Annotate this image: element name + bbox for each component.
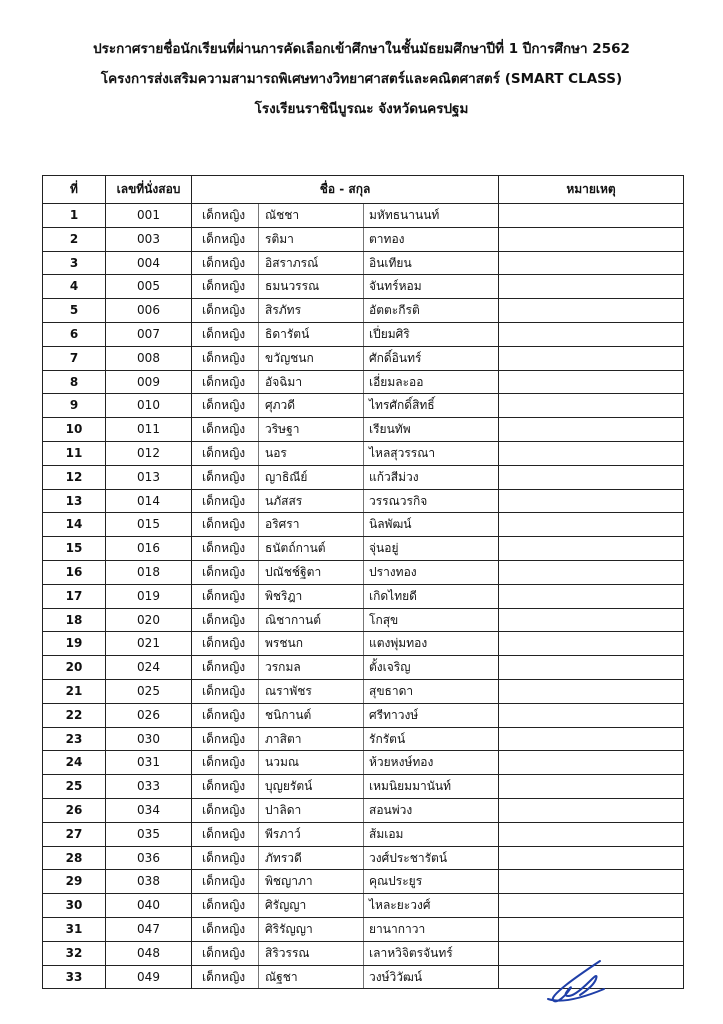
- seat-number: 036: [106, 846, 192, 870]
- student-list-table: [42, 175, 684, 989]
- first-name: ธิดารัตน์: [259, 322, 364, 346]
- seat-number: 016: [106, 537, 192, 561]
- remark-cell: [499, 299, 684, 323]
- row-number: 28: [43, 846, 106, 870]
- row-number: 19: [43, 632, 106, 656]
- first-name: อัจฉิมา: [259, 370, 364, 394]
- row-number: 27: [43, 822, 106, 846]
- first-name: ธมนวรรณ: [259, 275, 364, 299]
- school-title: โรงเรียนราชินีบูรณะ จังหวัดนครปฐม: [254, 101, 469, 117]
- first-name: บุญยรัตน์: [259, 775, 364, 799]
- seat-number: 018: [106, 560, 192, 584]
- first-name: พิชญาภา: [259, 870, 364, 894]
- name-prefix: เด็กหญิง: [192, 394, 259, 418]
- remark-cell: [499, 632, 684, 656]
- name-prefix: เด็กหญิง: [192, 418, 259, 442]
- seat-number: 025: [106, 679, 192, 703]
- seat-number: 026: [106, 703, 192, 727]
- table-row: [43, 703, 684, 727]
- first-name: อิสราภรณ์: [259, 251, 364, 275]
- seat-number: 004: [106, 251, 192, 275]
- last-name: ศักดิ์อินทร์: [364, 346, 499, 370]
- first-name: สิรภัทร: [259, 299, 364, 323]
- row-number: 25: [43, 775, 106, 799]
- name-prefix: เด็กหญิง: [192, 894, 259, 918]
- seat-number: 047: [106, 917, 192, 941]
- name-prefix: เด็กหญิง: [192, 751, 259, 775]
- first-name: ภัทรวดี: [259, 846, 364, 870]
- table-header-row: [43, 176, 684, 204]
- seat-number: 011: [106, 418, 192, 442]
- announcement-title: ประกาศรายชื่อนักเรียนที่ผ่านการคัดเลือกเข้าศึกษาในชั้นมัธยมศึกษาปีที่ 1 ปีการศึกษา 2562: [93, 41, 630, 57]
- remark-cell: [499, 584, 684, 608]
- name-prefix: เด็กหญิง: [192, 679, 259, 703]
- seat-number: 035: [106, 822, 192, 846]
- remark-cell: [499, 727, 684, 751]
- first-name: ศิรัญญา: [259, 894, 364, 918]
- header-note: หมายเหตุ: [499, 176, 684, 204]
- table-row: [43, 441, 684, 465]
- name-prefix: เด็กหญิง: [192, 703, 259, 727]
- table-row: [43, 584, 684, 608]
- row-number: 15: [43, 537, 106, 561]
- first-name: ปาลิดา: [259, 798, 364, 822]
- seat-number: 015: [106, 513, 192, 537]
- last-name: นิลพัฒน์: [364, 513, 499, 537]
- table-row: [43, 370, 684, 394]
- seat-number: 009: [106, 370, 192, 394]
- name-prefix: เด็กหญิง: [192, 299, 259, 323]
- name-prefix: เด็กหญิง: [192, 441, 259, 465]
- row-number: 21: [43, 679, 106, 703]
- last-name: วงษ์วิวัฒน์: [364, 965, 499, 989]
- first-name: สิริวรรณ: [259, 941, 364, 965]
- table-row: [43, 917, 684, 941]
- first-name: ปณัชช์ฐิตา: [259, 560, 364, 584]
- first-name: ณัฐชา: [259, 965, 364, 989]
- row-number: 29: [43, 870, 106, 894]
- seat-number: 012: [106, 441, 192, 465]
- remark-cell: [499, 679, 684, 703]
- table-row: [43, 632, 684, 656]
- name-prefix: เด็กหญิง: [192, 322, 259, 346]
- row-number: 32: [43, 941, 106, 965]
- last-name: รักรัตน์: [364, 727, 499, 751]
- first-name: นวมณ: [259, 751, 364, 775]
- name-prefix: เด็กหญิง: [192, 346, 259, 370]
- table-row: [43, 227, 684, 251]
- last-name: แตงพุ่มทอง: [364, 632, 499, 656]
- table-row: [43, 251, 684, 275]
- table-row: [43, 346, 684, 370]
- row-number: 14: [43, 513, 106, 537]
- remark-cell: [499, 822, 684, 846]
- last-name: คุณประยูร: [364, 870, 499, 894]
- table-row: [43, 679, 684, 703]
- remark-cell: [499, 251, 684, 275]
- row-number: 20: [43, 656, 106, 680]
- remark-cell: [499, 441, 684, 465]
- name-prefix: เด็กหญิง: [192, 560, 259, 584]
- last-name: ไทรศักดิ์สิทธิ์: [364, 394, 499, 418]
- name-prefix: เด็กหญิง: [192, 608, 259, 632]
- last-name: จุ่นอยู่: [364, 537, 499, 561]
- name-prefix: เด็กหญิง: [192, 513, 259, 537]
- last-name: โกสุข: [364, 608, 499, 632]
- table-row: [43, 775, 684, 799]
- first-name: ณิชากานต์: [259, 608, 364, 632]
- seat-number: 031: [106, 751, 192, 775]
- table-row: [43, 608, 684, 632]
- last-name: ไหละยะวงศ์: [364, 894, 499, 918]
- seat-number: 024: [106, 656, 192, 680]
- table-row: [43, 204, 684, 228]
- row-number: 5: [43, 299, 106, 323]
- first-name: ณัชชา: [259, 204, 364, 228]
- remark-cell: [499, 513, 684, 537]
- last-name: ไหลสุวรรณา: [364, 441, 499, 465]
- last-name: สุขธาดา: [364, 679, 499, 703]
- seat-number: 019: [106, 584, 192, 608]
- row-number: 10: [43, 418, 106, 442]
- name-prefix: เด็กหญิง: [192, 798, 259, 822]
- name-prefix: เด็กหญิง: [192, 656, 259, 680]
- seat-number: 013: [106, 465, 192, 489]
- first-name: วริษฐา: [259, 418, 364, 442]
- program-title: โครงการส่งเสริมความสามารถพิเศษทางวิทยาศาสตร์และคณิตศาสตร์ (SMART CLASS): [100, 71, 623, 87]
- table-row: [43, 870, 684, 894]
- seat-number: 038: [106, 870, 192, 894]
- table-body: [43, 204, 684, 989]
- last-name: วรรณวรกิจ: [364, 489, 499, 513]
- last-name: เปี่ยมศิริ: [364, 322, 499, 346]
- name-prefix: เด็กหญิง: [192, 204, 259, 228]
- first-name: ศุภวดี: [259, 394, 364, 418]
- seat-number: 048: [106, 941, 192, 965]
- last-name: เอี่ยมละออ: [364, 370, 499, 394]
- seat-number: 003: [106, 227, 192, 251]
- last-name: อัตตะกีรติ: [364, 299, 499, 323]
- row-number: 18: [43, 608, 106, 632]
- remark-cell: [499, 227, 684, 251]
- remark-cell: [499, 894, 684, 918]
- table-row: [43, 560, 684, 584]
- remark-cell: [499, 775, 684, 799]
- table-row: [43, 894, 684, 918]
- name-prefix: เด็กหญิง: [192, 822, 259, 846]
- remark-cell: [499, 204, 684, 228]
- seat-number: 005: [106, 275, 192, 299]
- last-name: มหัทธนานนท์: [364, 204, 499, 228]
- last-name: ศรีทาวงษ์: [364, 703, 499, 727]
- name-prefix: เด็กหญิง: [192, 870, 259, 894]
- row-number: 26: [43, 798, 106, 822]
- first-name: นภัสสร: [259, 489, 364, 513]
- seat-number: 007: [106, 322, 192, 346]
- seat-number: 030: [106, 727, 192, 751]
- table-row: [43, 465, 684, 489]
- name-prefix: เด็กหญิง: [192, 775, 259, 799]
- first-name: รติมา: [259, 227, 364, 251]
- remark-cell: [499, 656, 684, 680]
- remark-cell: [499, 418, 684, 442]
- first-name: วรกมล: [259, 656, 364, 680]
- row-number: 1: [43, 204, 106, 228]
- remark-cell: [499, 370, 684, 394]
- last-name: วงศ์ประชารัตน์: [364, 846, 499, 870]
- first-name: นอร: [259, 441, 364, 465]
- row-number: 22: [43, 703, 106, 727]
- name-prefix: เด็กหญิง: [192, 632, 259, 656]
- name-prefix: เด็กหญิง: [192, 584, 259, 608]
- table-row: [43, 656, 684, 680]
- table-row: [43, 275, 684, 299]
- row-number: 17: [43, 584, 106, 608]
- table-row: [43, 798, 684, 822]
- remark-cell: [499, 394, 684, 418]
- last-name: เกิดไทยดี: [364, 584, 499, 608]
- name-prefix: เด็กหญิง: [192, 227, 259, 251]
- table-row: [43, 513, 684, 537]
- name-prefix: เด็กหญิง: [192, 275, 259, 299]
- seat-number: 049: [106, 965, 192, 989]
- first-name: ณราพัชร: [259, 679, 364, 703]
- table-row: [43, 822, 684, 846]
- seat-number: 034: [106, 798, 192, 822]
- remark-cell: [499, 346, 684, 370]
- remark-cell: [499, 751, 684, 775]
- table-row: [43, 394, 684, 418]
- first-name: ธนัตถ์กานต์: [259, 537, 364, 561]
- name-prefix: เด็กหญิง: [192, 965, 259, 989]
- last-name: ตาทอง: [364, 227, 499, 251]
- last-name: ห้วยหงษ์ทอง: [364, 751, 499, 775]
- row-number: 2: [43, 227, 106, 251]
- row-number: 4: [43, 275, 106, 299]
- document-header: [0, 34, 723, 124]
- first-name: ภาสิตา: [259, 727, 364, 751]
- remark-cell: [499, 489, 684, 513]
- first-name: พิชริฎา: [259, 584, 364, 608]
- table-row: [43, 299, 684, 323]
- seat-number: 001: [106, 204, 192, 228]
- last-name: เลาหวิจิตรจันทร์: [364, 941, 499, 965]
- last-name: ตั้งเจริญ: [364, 656, 499, 680]
- name-prefix: เด็กหญิง: [192, 251, 259, 275]
- header-name: ชื่อ - สกุล: [192, 176, 499, 204]
- first-name: ขวัญชนก: [259, 346, 364, 370]
- row-number: 23: [43, 727, 106, 751]
- last-name: ส้มเอม: [364, 822, 499, 846]
- seat-number: 033: [106, 775, 192, 799]
- row-number: 12: [43, 465, 106, 489]
- row-number: 24: [43, 751, 106, 775]
- header-no: ที่: [43, 176, 106, 204]
- remark-cell: [499, 275, 684, 299]
- header-seat: เลขที่นั่งสอบ: [106, 176, 192, 204]
- table-row: [43, 322, 684, 346]
- row-number: 11: [43, 441, 106, 465]
- last-name: อินเทียน: [364, 251, 499, 275]
- table-row: [43, 537, 684, 561]
- row-number: 31: [43, 917, 106, 941]
- name-prefix: เด็กหญิง: [192, 917, 259, 941]
- first-name: พรชนก: [259, 632, 364, 656]
- seat-number: 010: [106, 394, 192, 418]
- remark-cell: [499, 465, 684, 489]
- seat-number: 021: [106, 632, 192, 656]
- name-prefix: เด็กหญิง: [192, 537, 259, 561]
- last-name: เหมนิยมมานันท์: [364, 775, 499, 799]
- seat-number: 008: [106, 346, 192, 370]
- table-row: [43, 489, 684, 513]
- name-prefix: เด็กหญิง: [192, 465, 259, 489]
- seat-number: 020: [106, 608, 192, 632]
- row-number: 9: [43, 394, 106, 418]
- row-number: 13: [43, 489, 106, 513]
- row-number: 16: [43, 560, 106, 584]
- row-number: 3: [43, 251, 106, 275]
- row-number: 30: [43, 894, 106, 918]
- remark-cell: [499, 703, 684, 727]
- row-number: 33: [43, 965, 106, 989]
- row-number: 7: [43, 346, 106, 370]
- remark-cell: [499, 798, 684, 822]
- name-prefix: เด็กหญิง: [192, 846, 259, 870]
- name-prefix: เด็กหญิง: [192, 370, 259, 394]
- last-name: สอนพ่วง: [364, 798, 499, 822]
- first-name: อริศรา: [259, 513, 364, 537]
- table-row: [43, 727, 684, 751]
- last-name: ปรางทอง: [364, 560, 499, 584]
- remark-cell: [499, 322, 684, 346]
- seat-number: 006: [106, 299, 192, 323]
- last-name: ยานากาวา: [364, 917, 499, 941]
- seat-number: 040: [106, 894, 192, 918]
- seat-number: 014: [106, 489, 192, 513]
- first-name: ศิริรัญญา: [259, 917, 364, 941]
- remark-cell: [499, 870, 684, 894]
- remark-cell: [499, 608, 684, 632]
- table-row: [43, 846, 684, 870]
- remark-cell: [499, 537, 684, 561]
- table-row: [43, 418, 684, 442]
- remark-cell: [499, 560, 684, 584]
- first-name: พีรภาว์: [259, 822, 364, 846]
- last-name: จันทร์หอม: [364, 275, 499, 299]
- row-number: 8: [43, 370, 106, 394]
- signature-mark: [540, 955, 610, 1007]
- first-name: ชนิกานต์: [259, 703, 364, 727]
- remark-cell: [499, 846, 684, 870]
- name-prefix: เด็กหญิง: [192, 941, 259, 965]
- name-prefix: เด็กหญิง: [192, 727, 259, 751]
- row-number: 6: [43, 322, 106, 346]
- last-name: แก้วสีม่วง: [364, 465, 499, 489]
- table-row: [43, 751, 684, 775]
- first-name: ญาธิณีย์: [259, 465, 364, 489]
- last-name: เรียนทัพ: [364, 418, 499, 442]
- name-prefix: เด็กหญิง: [192, 489, 259, 513]
- remark-cell: [499, 917, 684, 941]
